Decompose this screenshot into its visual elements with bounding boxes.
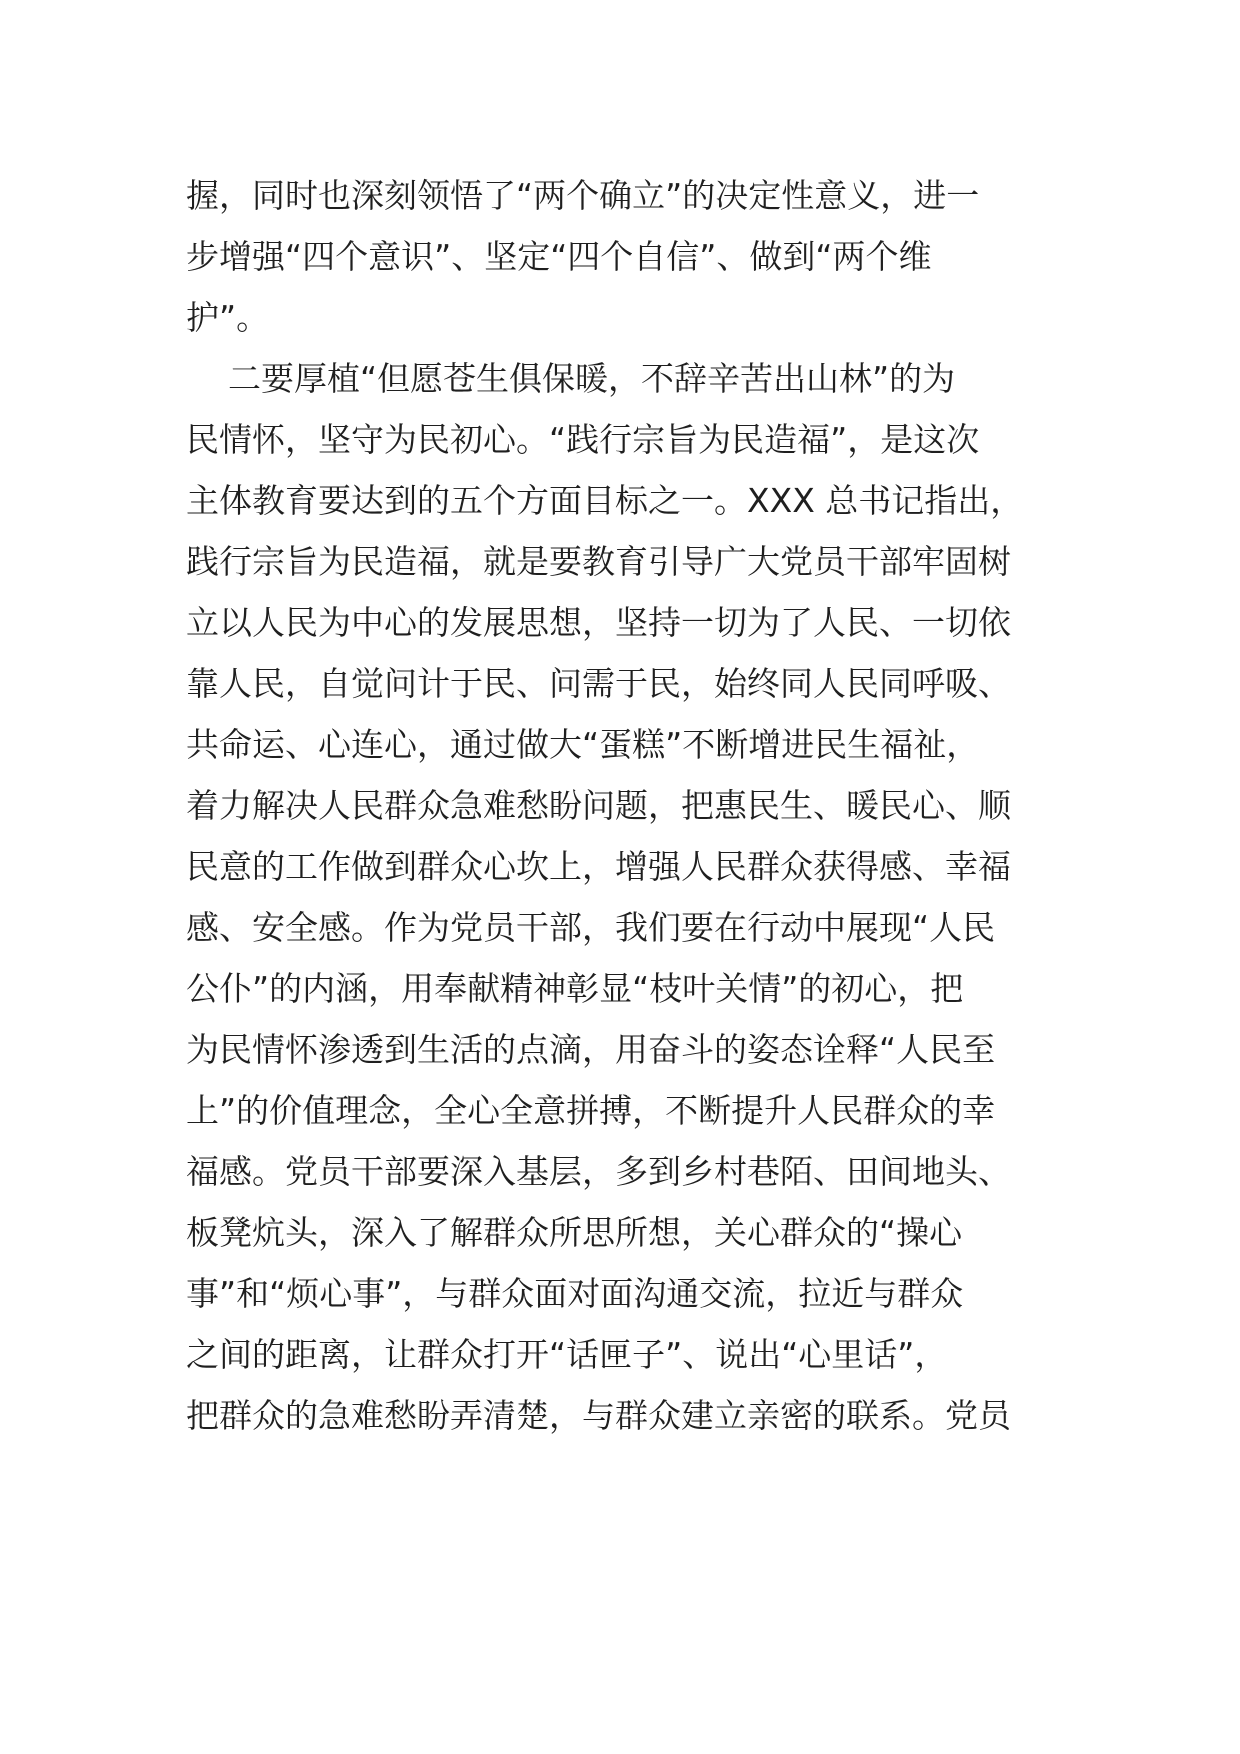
text-line-3: 护”。 xyxy=(186,298,270,337)
text-line-12: 民意的工作做到群众心坎上，增强人民群众获得感、幸福 xyxy=(186,847,1011,886)
text-line-13: 感、安全感。作为党员干部，我们要在行动中展现“人民 xyxy=(186,908,996,947)
text-line-6: 主体教育要达到的五个方面目标之一。XXX 总书记指出， xyxy=(186,481,1024,520)
text-line-1: 握，同时也深刻领悟了“两个确立”的决定性意义，进一 xyxy=(186,176,980,215)
text-line-15: 为民情怀渗透到生活的点滴，用奋斗的姿态诠释“人民至 xyxy=(186,1030,996,1069)
text-line-7: 践行宗旨为民造福，就是要教育引导广大党员干部牢固树 xyxy=(186,542,1011,581)
text-line-10: 共命运、心连心，通过做大“蛋糕”不断增进民生福祉， xyxy=(186,725,980,764)
text-line-9: 靠人民，自觉问计于民、问需于民，始终同人民同呼吸、 xyxy=(186,664,1011,703)
text-line-2: 步增强“四个意识”、坚定“四个自信”、做到“两个维 xyxy=(186,237,932,276)
text-line-8: 立以人民为中心的发展思想，坚持一切为了人民、一切依 xyxy=(186,603,1011,642)
text-line-16: 上”的价值理念，全心全意拼搏，不断提升人民群众的幸 xyxy=(186,1091,996,1130)
text-line-21: 把群众的急难愁盼弄清楚，与群众建立亲密的联系。党员 xyxy=(186,1396,1011,1435)
text-line-5: 民情怀，坚守为民初心。“践行宗旨为民造福”，是这次 xyxy=(186,420,980,459)
text-line-20: 之间的距离，让群众打开“话匣子”、说出“心里话”， xyxy=(186,1335,948,1374)
text-line-4: 二要厚植“但愿苍生俱保暖，不辞辛苦出山林”的为 xyxy=(186,359,956,398)
text-line-17: 福感。党员干部要深入基层，多到乡村巷陌、田间地头、 xyxy=(186,1152,1011,1191)
text-line-11: 着力解决人民群众急难愁盼问题，把惠民生、暖民心、顺 xyxy=(186,786,1011,825)
body-text xyxy=(186,165,1026,1446)
text-line-14: 公仆”的内涵，用奉献精神彰显“枝叶关情”的初心，把 xyxy=(186,969,964,1008)
text-line-18: 板凳炕头，深入了解群众所思所想，关心群众的“操心 xyxy=(186,1213,963,1252)
text-line-19: 事”和“烦心事”，与群众面对面沟通交流，拉近与群众 xyxy=(186,1274,964,1313)
